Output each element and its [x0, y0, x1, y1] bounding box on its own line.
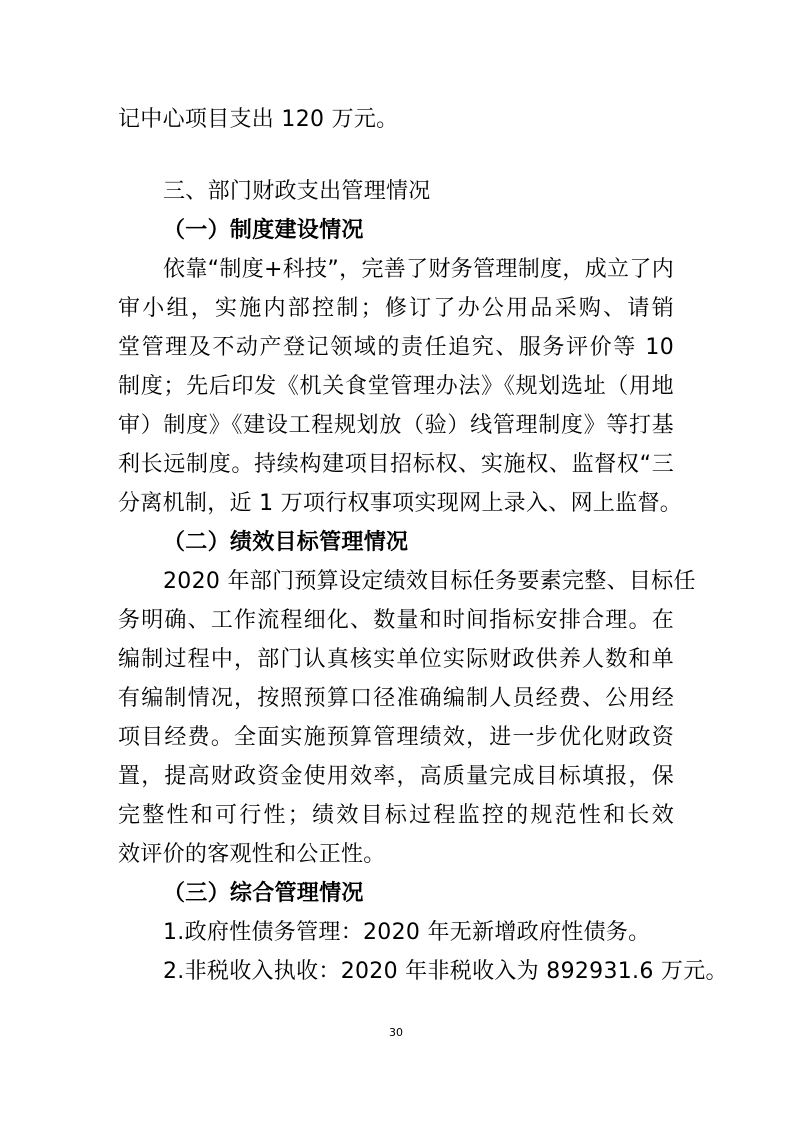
- list-item: 1.政府性债务管理：2020 年无新增政府性债务。: [163, 920, 651, 945]
- body-text-line: 审）制度》《建设工程规划放（验）线管理制度》等打基: [118, 413, 674, 438]
- subsection-heading: （二）绩效目标管理情况: [163, 530, 409, 555]
- body-text-line: 堂管理及不动产登记领域的责任追究、服务评价等 10: [118, 335, 674, 360]
- section-heading: 三、部门财政支出管理情况: [163, 179, 431, 204]
- body-text-line: 效评价的客观性和公正性。: [118, 842, 386, 867]
- body-text-line: 项目经费。全面实施预算管理绩效，进一步优化财政资: [118, 725, 674, 750]
- subsection-heading: （三）综合管理情况: [163, 881, 364, 906]
- body-text-line: 审小组，实施内部控制；修订了办公用品采购、请销: [118, 296, 674, 321]
- body-text-line: 置，提高财政资金使用效率，高质量完成目标填报，保: [118, 764, 674, 789]
- body-text-line: 依靠“制度+科技”，完善了财务管理制度，成立了内: [163, 257, 674, 282]
- body-text-line: 编制过程中，部门认真核实单位实际财政供养人数和单: [118, 647, 674, 672]
- body-text-line: 务明确、工作流程细化、数量和时间指标安排合理。在: [118, 608, 674, 633]
- body-text-line: 完整性和可行性；绩效目标过程监控的规范性和长效: [118, 803, 674, 828]
- subsection-heading: （一）制度建设情况: [163, 218, 364, 243]
- body-text-line: 2020 年部门预算设定绩效目标任务要素完整、目标任: [163, 569, 696, 594]
- list-item: 2.非税收入执收：2020 年非税收入为 892931.6 万元。: [163, 959, 728, 984]
- body-text-line: 记中心项目支出 120 万元。: [118, 107, 399, 132]
- body-text-line: 制度；先后印发《机关食堂管理办法》《规划选址（用地: [118, 374, 674, 399]
- body-text-line: 分离机制，近 1 万项行权事项实现网上录入、网上监督。: [118, 491, 683, 516]
- page-number: 30: [389, 1026, 403, 1039]
- body-text-line: 有编制情况，按照预算口径准确编制人员经费、公用经: [118, 686, 674, 711]
- body-text-line: 利长远制度。持续构建项目招标权、实施权、监督权“三: [118, 452, 674, 477]
